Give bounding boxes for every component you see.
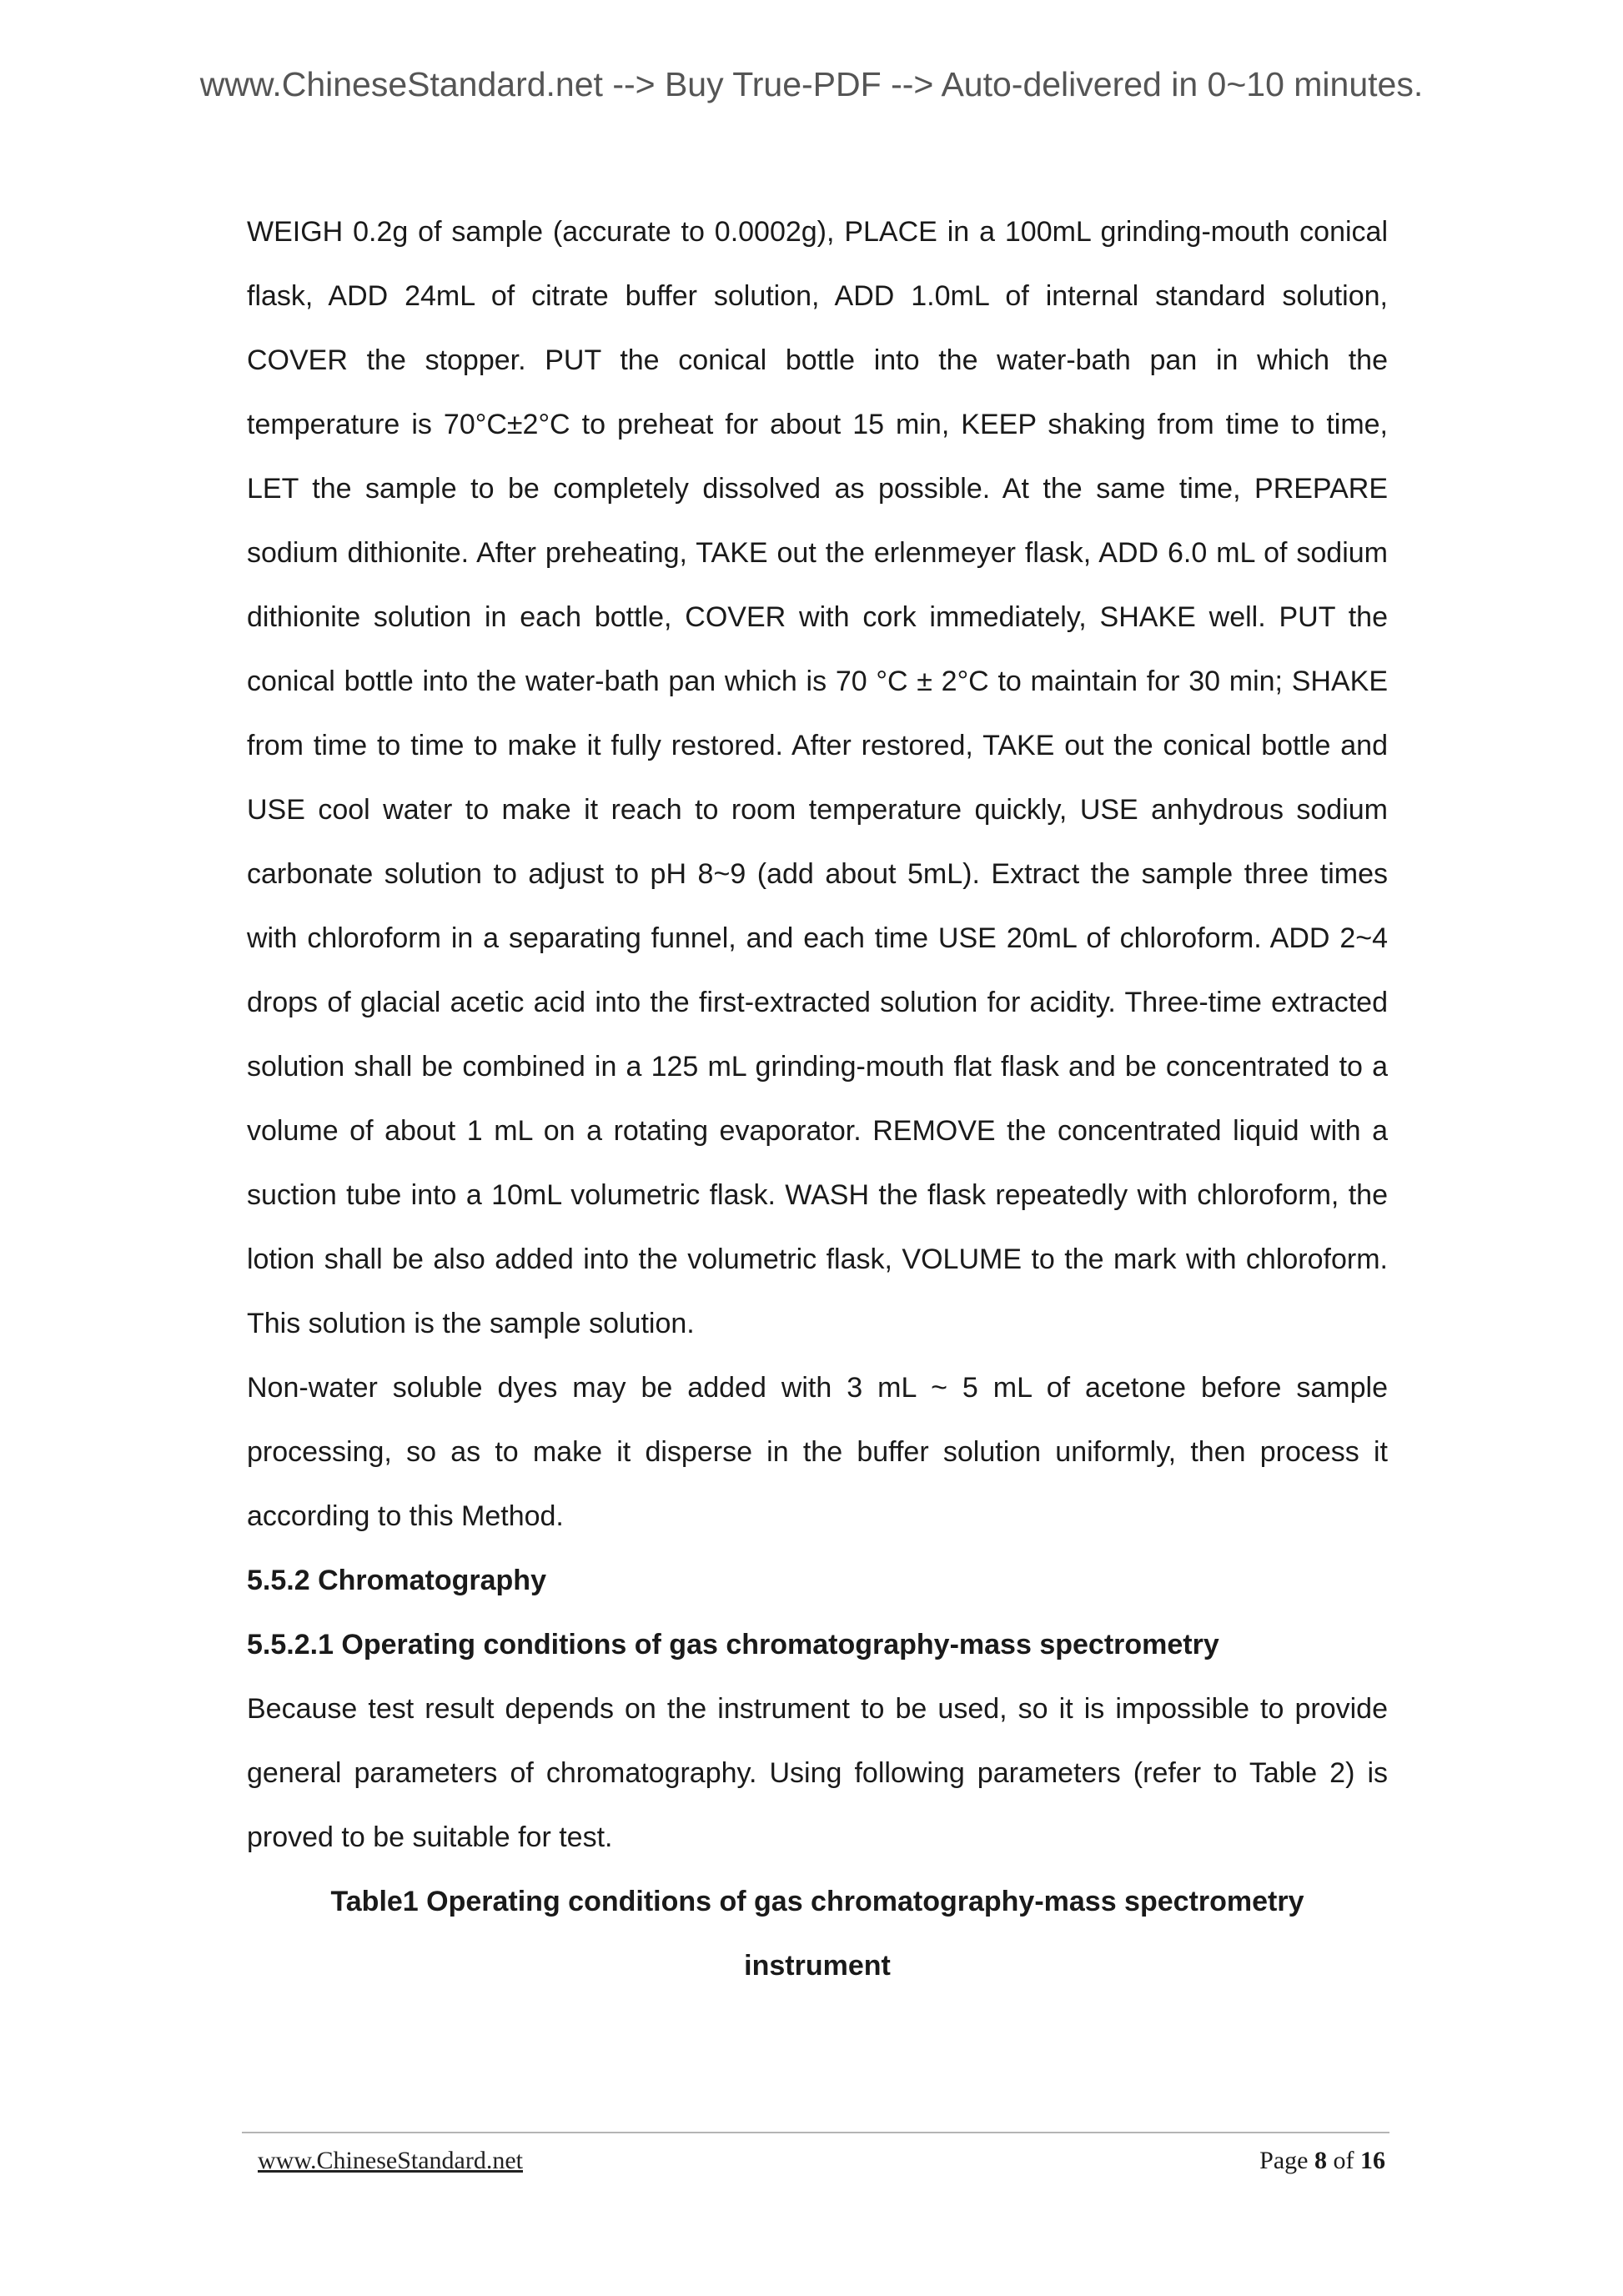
document-body	[247, 200, 1388, 1998]
page-footer	[258, 2147, 1385, 2175]
page-label: Page	[1259, 2147, 1309, 2174]
page-total: 16	[1360, 2147, 1385, 2174]
page-number	[1259, 2147, 1385, 2175]
footer-website-link[interactable]: www.ChineseStandard.net	[258, 2147, 523, 2174]
header-banner: www.ChineseStandard.net --> Buy True-PDF --> Auto-delivered in 0~10 minutes.	[199, 65, 1424, 103]
body-paragraph-sample-preparation: WEIGH 0.2g of sample (accurate to 0.0002g), PLACE in a 100mL grinding-mouth conical flask, ADD 24mL of citrate buffer solution, ADD 1.0mL of internal standard solution, COVER the stopper. PUT the conical bottle into the water-bath pan in which the temperature is 70°C±2°C to preheat for about 15 min, KEEP shaking from time to time, LET the sample to be completely dissolved as possible. At the same time, PREPARE sodium dithionite. After preheating, TAKE out the erlenmeyer flask, ADD 6.0 mL of sodium dithionite solution in each bottle, COVER with cork immediately, SHAKE well. PUT the conical bottle into the water-bath pan which is 70 °C ± 2°C to maintain for 30 min; SHAKE from time to time to make it fully restored. After restored, TAKE out the conical bottle and USE cool water to make it reach to room temperature quickly, USE anhydrous sodium carbonate solution to adjust to pH 8~9 (add about 5mL). Extract the sample three times with chloroform in a separating funnel, and each time USE 20mL of chloroform. ADD 2~4 drops of glacial acetic acid into the first-extracted solution for acidity. Three-time extracted solution shall be combined in a 125 mL grinding-mouth flat flask and be concentrated to a volume of about 1 mL on a rotating evaporator. REMOVE the concentrated liquid with a suction tube into a 10mL volumetric flask. WASH the flask repeatedly with chloroform, the lotion shall be also added into the volumetric flask, VOLUME to the mark with chloroform. This solution is the sample solution.	[247, 216, 1388, 1339]
body-paragraph-instrument-parameters: Because test result depends on the instrument to be used, so it is impossible to provide general parameters of chromatography. Using following parameters (refer to Table 2) is proved to be suitable for test.	[247, 1693, 1388, 1853]
subsection-heading-gcms-conditions: 5.5.2.1 Operating conditions of gas chromatography-mass spectrometry	[247, 1629, 1219, 1660]
footer-divider	[242, 2132, 1389, 2133]
table-caption: Table1 Operating conditions of gas chromatography-mass spectrometry instrument	[330, 1886, 1304, 1982]
page-current: 8	[1314, 2147, 1327, 2174]
section-heading-chromatography: 5.5.2 Chromatography	[247, 1565, 546, 1596]
page-of-label: of	[1333, 2147, 1354, 2174]
body-paragraph-non-water-soluble-dyes: Non-water soluble dyes may be added with 3 mL ~ 5 mL of acetone before sample processing, so as to make it disperse in the buffer solution uniformly, then process it according to this Method.	[247, 1372, 1388, 1532]
